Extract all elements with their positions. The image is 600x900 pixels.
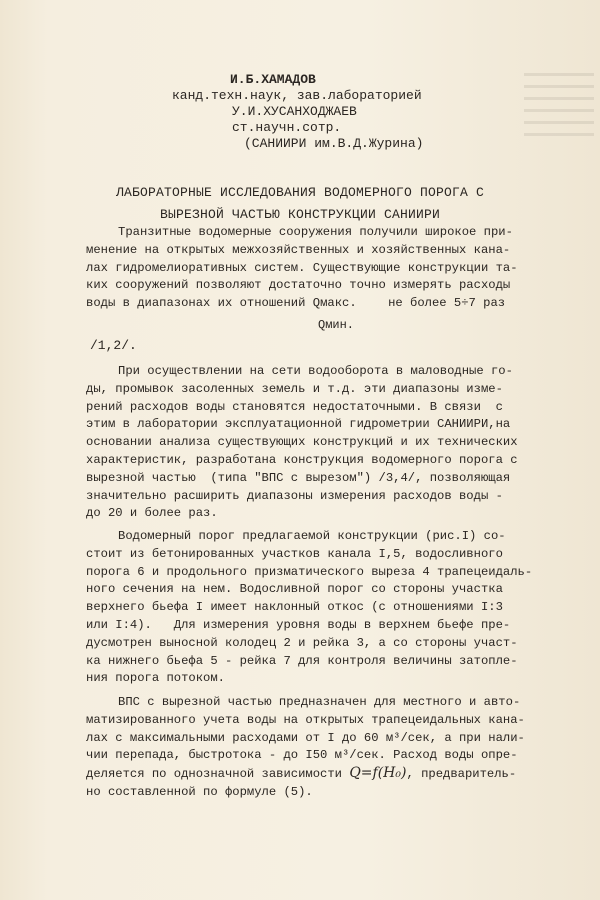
p1-line: ких сооружений позволяют достаточно точно измерять расходы xyxy=(86,278,511,293)
author-2-name: У.И.ХУСАНХОДЖАЕВ xyxy=(232,104,357,119)
p4-line-with-formula xyxy=(86,765,556,784)
p4-line: ВПС с вырезной частью предназначен для местного и авто- xyxy=(118,695,521,709)
p4-line: лах с максимальными расходами от I до 60 м³/сек, а при нали- xyxy=(86,730,525,745)
p1-line-end: не более 5÷7 раз xyxy=(388,296,506,311)
title-line-2: ВЫРЕЗНОЙ ЧАСТЬЮ КОНСТРУКЦИИ САНИИРИ xyxy=(159,207,441,222)
handwritten-formula: Q=f(H₀) xyxy=(349,765,407,782)
author-2-role: ст.научн.сотр. xyxy=(232,120,342,135)
p2-line: значительно расширить диапазоны измерения расходов воды - xyxy=(86,488,503,503)
author-1-role: канд.техн.наук, зав.лабораторией xyxy=(172,88,422,103)
paper-title xyxy=(0,182,600,226)
p4-line: матизированного учета воды на открытых трапецеидальных кана- xyxy=(86,712,525,727)
p3-line: ния порога потоком. xyxy=(86,671,225,686)
p1-line: воды в диапазонах их отношений xyxy=(86,296,306,311)
paragraph-3 xyxy=(86,528,556,688)
p3-line: ка нижнего бьефа 5 - рейка 7 для контроля величины затопле- xyxy=(86,653,518,668)
authors-block xyxy=(160,72,423,152)
p3-line: дусмотрен выносной колодец 2 и рейка 3, а со стороны участ- xyxy=(86,635,518,650)
paragraph-4 xyxy=(86,694,556,802)
ratio-denominator: Qмин. xyxy=(318,318,355,332)
p1-line-with-ratio xyxy=(86,295,556,313)
p4-line: но составленной по формуле (5). xyxy=(86,784,313,799)
author-1-name: И.Б.ХАМАДОВ xyxy=(230,72,316,87)
p2-line: до 20 и более раз. xyxy=(86,506,218,521)
bleed-through-marks xyxy=(524,64,594,154)
p4-line: чии перепада, быстротока - до I50 м³/сек. Расход воды опре- xyxy=(86,748,518,763)
p4-line: деляется по однозначной зависимости xyxy=(86,767,342,782)
p1-line: Транзитные водомерные сооружения получили широкое при- xyxy=(118,225,513,239)
p2-line: рений расходов воды становятся недостаточными. В связи с xyxy=(86,399,503,414)
p3-line: стоит из бетонированных участков канала I,5, водосливного xyxy=(86,546,503,561)
ratio-numerator: Qмакс. xyxy=(312,296,357,311)
p2-line: основании анализа существующих конструкций и их технических xyxy=(86,435,518,450)
p3-line: Водомерный порог предлагаемой конструкции (рис.I) со- xyxy=(118,529,506,543)
paragraph-1 xyxy=(86,224,556,313)
reference-1-2: /1,2/. xyxy=(90,338,137,353)
p4-line-end: , предваритель- xyxy=(406,767,517,782)
institute: (САНИИРИ им.В.Д.Журина) xyxy=(244,136,424,151)
p1-line: менение на открытых межхозяйственных и хозяйственных кана- xyxy=(86,242,511,257)
p2-line: При осуществлении на сети водооборота в маловодные го- xyxy=(118,364,513,378)
p2-line: ды, промывок засоленных земель и т.д. эти диапазоны изме- xyxy=(86,381,503,396)
p2-line: характеристик, разработана конструкция водомерного порога с xyxy=(86,452,518,467)
p1-line: лах гидромелиоративных систем. Существующие конструкции та- xyxy=(86,260,518,275)
title-line-1: ЛАБОРАТОРНЫЕ ИССЛЕДОВАНИЯ ВОДОМЕРНОГО ПОРОГА С xyxy=(115,185,485,200)
p3-line: верхнего бьефа I имеет наклонный откос (с отношениями I:3 xyxy=(86,600,503,615)
p2-line: этим в лаборатории эксплуатационной гидрометрии САНИИРИ,на xyxy=(86,417,511,432)
p3-line: ного сечения на нем. Водосливной порог со стороны участка xyxy=(86,582,503,597)
p2-line: вырезной частью (типа "ВПС с вырезом") /3,4/, позволяющая xyxy=(86,470,511,485)
p3-line: порога 6 и продольного призматического выреза 4 трапецеидаль- xyxy=(86,564,533,579)
paragraph-2 xyxy=(86,363,556,523)
p3-line: или I:4). Для измерения уровня воды в верхнем бьефе пре- xyxy=(86,617,511,632)
